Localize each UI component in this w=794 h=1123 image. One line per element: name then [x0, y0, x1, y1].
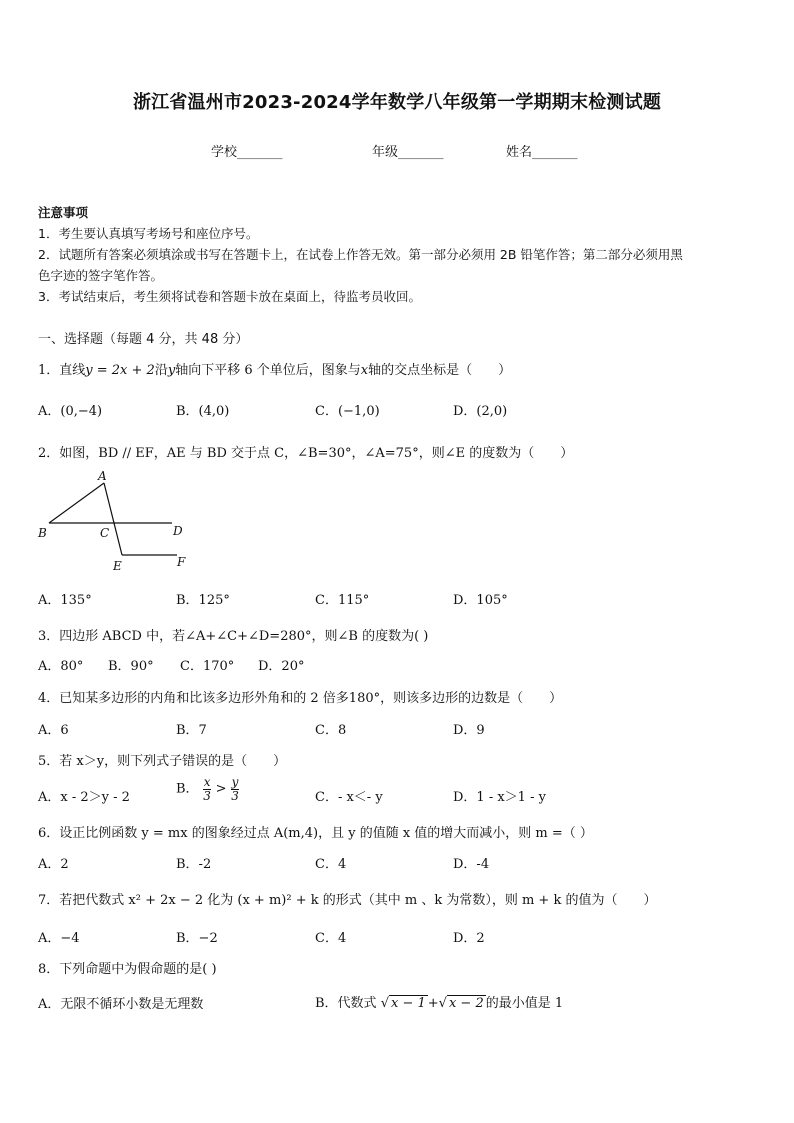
q7-option-a: A．−4: [38, 931, 80, 946]
q6-option-c: C．4: [315, 857, 347, 872]
q1-option-d: D．(2,0): [453, 404, 508, 419]
q4-option-c: C．8: [315, 723, 347, 738]
q5-option-d: D．1 - x＞1 - y: [453, 790, 546, 805]
label-b: B: [38, 526, 47, 540]
q7-option-c: C．4: [315, 931, 347, 946]
q4-option-a: A．6: [38, 723, 69, 738]
q2-option-b: B．125°: [176, 593, 230, 608]
q3-option-a: A．80°: [38, 659, 84, 674]
q5-option-a: A．x - 2＞y - 2: [38, 790, 130, 805]
school-field: 学校_______: [211, 145, 283, 160]
question-2: 2．如图，BD // EF，AE 与 BD 交于点 C，∠B=30°，∠A=75°，则∠E 的度数为（ ）: [38, 446, 574, 461]
note-item: 1．考生要认真填写考场号和座位序号。: [38, 226, 259, 241]
question-8: 8．下列命题中为假命题的是( ): [38, 962, 217, 977]
q5-option-c: C．- x＜- y: [315, 790, 383, 805]
q4-option-d: D．9: [453, 723, 485, 738]
q8-option-b: B．代数式 √ x − 1 +√ x − 2 的最小值是 1: [315, 996, 564, 1011]
q6-option-d: D．-4: [453, 857, 490, 872]
q3-option-c: C．170°: [180, 659, 235, 674]
q1-option-b: B．(4,0): [176, 404, 230, 419]
question-1: 1．直线y = 2x + 2沿y轴向下平移 6 个单位后，图象与x轴的交点坐标是（ ）: [38, 363, 512, 378]
q2-figure: [34, 470, 204, 574]
q1-option-c: C．(−1,0): [315, 404, 380, 419]
note-item: 2．试题所有答案必须填涂或书写在答题卡上，在试卷上作答无效。第一部分必须用 2B 铅笔作答；第二部分必须用黑: [38, 247, 683, 262]
label-e: E: [113, 559, 122, 573]
label-c: C: [100, 526, 110, 540]
label-d: D: [173, 524, 183, 538]
q2-option-a: A．135°: [38, 593, 92, 608]
label-f: F: [177, 555, 186, 569]
question-3: 3．四边形 ABCD 中，若∠A+∠C+∠D=280°，则∠B 的度数为( ): [38, 629, 429, 644]
q3-option-d: D．20°: [258, 659, 305, 674]
label-a: A: [98, 470, 107, 483]
question-4: 4．已知某多边形的内角和比该多边形外角和的 2 倍多180°，则该多边形的边数是（ ）: [38, 691, 563, 706]
q7-option-b: B．−2: [176, 931, 218, 946]
q6-option-a: A．2: [38, 857, 69, 872]
note-item: 3．考试结束后，考生须将试卷和答题卡放在桌面上，待监考员收回。: [38, 289, 421, 304]
q8-option-a: A．无限不循环小数是无理数: [38, 997, 204, 1012]
question-7: 7．若把代数式 x² + 2x − 2 化为 (x + m)² + k 的形式（其中 m 、k 为常数），则 m + k 的值为（ ）: [38, 893, 657, 908]
q2-option-d: D．105°: [453, 593, 508, 608]
question-5: 5．若 x＞y，则下列式子错误的是（ ）: [38, 754, 287, 769]
name-field: 姓名_______: [506, 145, 578, 160]
notes-heading: 注意事项: [38, 205, 89, 220]
grade-field: 年级_______: [372, 145, 444, 160]
q4-option-b: B．7: [176, 723, 207, 738]
page-title: 浙江省温州市2023-2024学年数学八年级第一学期期末检测试题: [132, 92, 662, 113]
q6-option-b: B．-2: [176, 857, 212, 872]
question-6: 6．设正比例函数 y = mx 的图象经过点 A(m,4)，且 y 的值随 x 值的增大而减小，则 m =（ ）: [38, 826, 593, 841]
q7-option-d: D．2: [453, 931, 485, 946]
q2-option-c: C．115°: [315, 593, 370, 608]
note-item: 色字迹的签字笔作答。: [38, 268, 164, 283]
section-heading: 一、选择题（每题 4 分，共 48 分）: [38, 332, 249, 347]
q3-option-b: B．90°: [108, 659, 154, 674]
q1-option-a: A．(0,−4): [38, 404, 103, 419]
q5-option-b: B． $\frac{x}{3}$ > $\frac{y}{3}$: [176, 775, 239, 803]
